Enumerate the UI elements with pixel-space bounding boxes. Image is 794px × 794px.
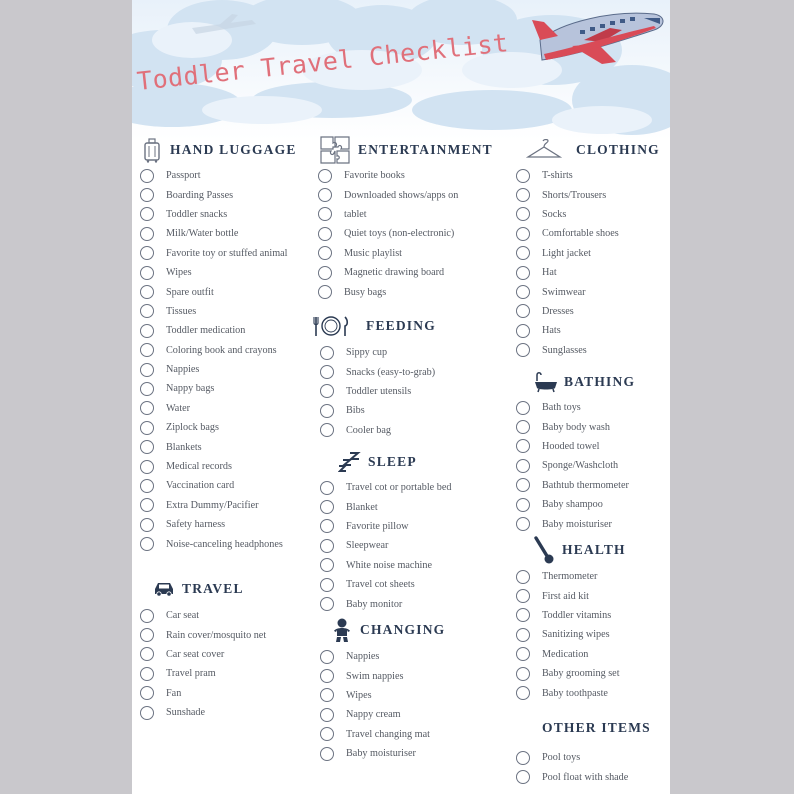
checklist-item [320, 382, 492, 401]
checklist-item [516, 514, 666, 533]
checklist-item [516, 456, 666, 475]
checkbox[interactable] [140, 401, 154, 415]
item-label: Baby moisturiser [542, 518, 612, 530]
item-label: Fan [166, 687, 182, 699]
item-label: Baby moisturiser [346, 748, 416, 760]
section-title: ENTERTAINMENT [358, 142, 493, 157]
item-label: Sunglasses [542, 344, 587, 356]
checklist-item [140, 684, 312, 703]
section-entertainment [318, 134, 498, 302]
checkbox[interactable] [140, 227, 154, 241]
checklist-item [320, 666, 510, 685]
item-label: Travel cot or portable bed [346, 482, 452, 494]
checklist-item [516, 586, 666, 605]
checklist-item [516, 224, 666, 243]
checkbox[interactable] [140, 440, 154, 454]
item-label: Baby body wash [542, 421, 610, 433]
item-label: Favorite toy or stuffed animal [166, 247, 288, 259]
checklist-item [320, 686, 510, 705]
checklist-item [320, 725, 510, 744]
item-label: Favorite pillow [346, 520, 409, 532]
checkbox[interactable] [516, 478, 530, 492]
checklist-item [140, 515, 310, 534]
checkbox[interactable] [516, 459, 530, 473]
item-label: Medical records [166, 461, 232, 473]
checkbox[interactable] [140, 207, 154, 221]
item-label: Baby shampoo [542, 499, 603, 511]
checkbox[interactable] [320, 597, 334, 611]
checklist-item [516, 321, 666, 340]
checkbox[interactable] [516, 324, 530, 338]
checkbox[interactable] [516, 227, 530, 241]
checkbox[interactable] [516, 770, 530, 784]
checkbox[interactable] [140, 479, 154, 493]
item-label: Baby toothpaste [542, 687, 608, 699]
checklist-item [516, 625, 666, 644]
item-label: Wipes [166, 267, 192, 279]
checklist-item [140, 703, 312, 722]
checklist-item [320, 401, 492, 420]
checklist-item [140, 185, 310, 204]
checklist-item [140, 321, 310, 340]
section-title: HAND LUGGAGE [170, 142, 297, 157]
checklist-item [516, 476, 666, 495]
checklist-item [140, 496, 310, 515]
checklist-item [320, 556, 518, 575]
checkbox[interactable] [140, 188, 154, 202]
checkbox[interactable] [140, 266, 154, 280]
item-label: tablet [344, 208, 367, 220]
checkbox[interactable] [516, 570, 530, 584]
checkbox[interactable] [320, 578, 334, 592]
section-sleep [338, 449, 518, 614]
checklist-item [140, 224, 310, 243]
checkbox[interactable] [516, 266, 530, 280]
checklist-item [318, 282, 498, 301]
checkbox[interactable] [140, 169, 154, 183]
page-title: Toddler Travel Checklist [135, 28, 510, 96]
item-label: White noise machine [346, 559, 432, 571]
item-label: First aid kit [542, 590, 589, 602]
car-icon [152, 577, 176, 601]
checklist-item [516, 748, 666, 767]
item-label: Comfortable shoes [542, 228, 619, 240]
checklist-item [516, 683, 666, 702]
checklist-item [140, 263, 310, 282]
item-label: Bath toys [542, 402, 581, 414]
baby-icon [330, 618, 354, 642]
checkbox[interactable] [318, 266, 332, 280]
checkbox[interactable] [320, 558, 334, 572]
item-label: Hats [542, 325, 561, 337]
item-label: Baby grooming set [542, 668, 620, 680]
item-label: Bathtub thermometer [542, 479, 629, 491]
checkbox[interactable] [320, 481, 334, 495]
checklist-item [318, 166, 498, 185]
checklist-item [320, 343, 492, 362]
item-label: Swimwear [542, 286, 586, 298]
checkbox[interactable] [516, 517, 530, 531]
checkbox[interactable] [516, 401, 530, 415]
checklist-item [140, 166, 310, 185]
checkbox[interactable] [320, 708, 334, 722]
item-label: Toddler medication [166, 325, 246, 337]
checkbox[interactable] [516, 439, 530, 453]
section-title: CHANGING [360, 622, 446, 637]
item-label: Toddler utensils [346, 385, 412, 397]
item-label: Sanitizing wipes [542, 629, 610, 641]
checklist-item [140, 606, 312, 625]
checkbox[interactable] [318, 227, 332, 241]
checkbox[interactable] [516, 589, 530, 603]
item-label: Nappies [166, 364, 200, 376]
item-label: Hat [542, 267, 557, 279]
checkbox[interactable] [140, 518, 154, 532]
checkbox[interactable] [320, 384, 334, 398]
checklist-item [516, 185, 666, 204]
checklist-item [140, 625, 312, 644]
checklist-item [516, 417, 666, 436]
item-label: Milk/Water bottle [166, 228, 239, 240]
checklist-item [320, 705, 510, 724]
checkbox[interactable] [140, 363, 154, 377]
item-label: Magnetic drawing board [344, 267, 445, 279]
item-label: Nappies [346, 651, 380, 663]
checkbox[interactable] [140, 498, 154, 512]
checklist-item [320, 497, 518, 516]
item-label: Vaccination card [166, 480, 235, 492]
item-label: Travel pram [166, 668, 216, 680]
checkbox[interactable] [516, 608, 530, 622]
checkbox[interactable] [516, 498, 530, 512]
checkbox[interactable] [140, 706, 154, 720]
checklist-item [140, 645, 312, 664]
checkbox[interactable] [516, 285, 530, 299]
checkbox[interactable] [516, 207, 530, 221]
checklist-item [516, 341, 666, 360]
suitcase-icon [140, 138, 164, 162]
checklist-item [140, 302, 310, 321]
checkbox[interactable] [140, 421, 154, 435]
item-label: Car seat [166, 610, 200, 622]
item-label: Boarding Passes [166, 189, 234, 201]
item-label: Downloaded shows/apps on [344, 189, 459, 201]
checklist-item [516, 645, 666, 664]
item-label: Dresses [542, 305, 574, 317]
item-label: Wipes [346, 689, 372, 701]
checklist-item [516, 664, 666, 683]
item-label: Travel cot sheets [346, 579, 415, 591]
item-label: Light jacket [542, 247, 591, 259]
checkbox[interactable] [516, 246, 530, 260]
checkbox[interactable] [320, 688, 334, 702]
checkbox[interactable] [320, 423, 334, 437]
bathtub-icon [534, 370, 558, 394]
item-label: Music playlist [344, 247, 403, 259]
checklist-item [140, 457, 310, 476]
checkbox[interactable] [318, 285, 332, 299]
checkbox[interactable] [140, 537, 154, 551]
puzzle-icon [318, 135, 352, 165]
page-title-graphic [132, 0, 670, 140]
section-hand-luggage [140, 137, 310, 554]
item-label: Hooded towel [542, 440, 600, 452]
checkbox[interactable] [320, 500, 334, 514]
item-label: Socks [542, 208, 567, 220]
item-label: Passport [166, 170, 201, 182]
checklist-item [320, 575, 518, 594]
checklist-page [132, 0, 670, 794]
checklist-item [320, 517, 518, 536]
checklist-item [140, 437, 310, 456]
item-label: Ziplock bags [166, 422, 219, 434]
checklist-item [140, 341, 310, 360]
checklist-item [140, 379, 310, 398]
item-label: Shorts/Trousers [542, 189, 607, 201]
checklist-item [516, 263, 666, 282]
item-label: Snacks (easy-to-grab) [346, 366, 436, 378]
checkbox[interactable] [320, 650, 334, 664]
item-label: Sippy cup [346, 347, 388, 359]
checkbox[interactable] [140, 382, 154, 396]
checklist-item [516, 282, 666, 301]
checklist-item [140, 244, 310, 263]
checklist-item [320, 647, 510, 666]
item-label: Blanket [346, 501, 378, 513]
checkbox[interactable] [140, 628, 154, 642]
checklist-item [140, 534, 310, 553]
checkbox[interactable] [516, 188, 530, 202]
item-label: Sunshade [166, 707, 206, 719]
item-label: Nappy bags [166, 383, 215, 395]
item-label: T-shirts [542, 170, 573, 182]
checkbox[interactable] [320, 747, 334, 761]
checklist-item [516, 495, 666, 514]
checkbox[interactable] [516, 667, 530, 681]
checklist-item [320, 362, 492, 381]
checkbox[interactable] [318, 188, 332, 202]
item-label: Swim nappies [346, 670, 404, 682]
checklist-item [516, 244, 666, 263]
checkbox[interactable] [140, 304, 154, 318]
checklist-item [516, 606, 666, 625]
checkbox[interactable] [318, 246, 332, 260]
checkbox[interactable] [516, 343, 530, 357]
item-label: Baby monitor [346, 598, 403, 610]
checklist-item [320, 421, 492, 440]
item-label: Safety harness [166, 519, 226, 531]
item-label: Sleepwear [346, 540, 389, 552]
section-changing [330, 617, 510, 763]
checkbox[interactable] [318, 169, 332, 183]
checklist-item [516, 767, 666, 786]
checkbox[interactable] [140, 647, 154, 661]
item-label: Cooler bag [346, 424, 391, 436]
checkbox[interactable] [320, 539, 334, 553]
section-travel [152, 576, 312, 722]
checkbox[interactable] [320, 669, 334, 683]
section-title: FEEDING [366, 318, 436, 333]
item-label: Toddler vitamins [542, 609, 612, 621]
zzz-icon [338, 450, 362, 474]
checkbox[interactable] [516, 686, 530, 700]
section-other-items [516, 715, 666, 787]
item-label: Medication [542, 648, 589, 660]
section-feeding [312, 313, 492, 440]
section-health [516, 537, 666, 703]
item-label: Favorite books [344, 170, 405, 182]
checklist-item [318, 185, 498, 204]
section-title: CLOTHING [576, 142, 660, 157]
checkbox[interactable] [140, 460, 154, 474]
checklist-item [516, 166, 666, 185]
checkbox[interactable] [516, 628, 530, 642]
item-label: Tissues [166, 305, 197, 317]
checklist-item [140, 418, 310, 437]
checklist-item [140, 360, 310, 379]
item-label: Bibs [346, 405, 365, 417]
section-title: OTHER ITEMS [542, 720, 651, 735]
checklist-item [318, 263, 498, 282]
item-label: Thermometer [542, 571, 598, 583]
item-label: Blankets [166, 441, 202, 453]
checkbox[interactable] [318, 207, 332, 221]
checklist-item [320, 478, 518, 497]
hanger-icon [526, 138, 562, 162]
section-title: HEALTH [562, 542, 626, 557]
item-label: Travel changing mat [346, 728, 430, 740]
checklist-item [140, 399, 310, 418]
checkbox[interactable] [140, 285, 154, 299]
checkbox[interactable] [516, 169, 530, 183]
checkbox[interactable] [320, 404, 334, 418]
checkbox[interactable] [140, 246, 154, 260]
checklist-item [140, 205, 310, 224]
checklist-item [318, 224, 498, 243]
checklist-item [140, 664, 312, 683]
checklist-item [516, 398, 666, 417]
item-label: Rain cover/mosquito net [166, 629, 267, 641]
checkbox[interactable] [140, 686, 154, 700]
checklist-item [320, 536, 518, 555]
checkbox[interactable] [140, 667, 154, 681]
item-label: Water [166, 402, 191, 414]
item-label: Pool float with shade [542, 771, 629, 783]
item-label: Spare outfit [166, 286, 214, 298]
checkbox[interactable] [320, 519, 334, 533]
checkbox[interactable] [140, 343, 154, 357]
checkbox[interactable] [320, 346, 334, 360]
checkbox[interactable] [140, 609, 154, 623]
checkbox[interactable] [516, 751, 530, 765]
item-label: Busy bags [344, 286, 387, 298]
checklist-item [318, 205, 498, 224]
checkbox[interactable] [320, 727, 334, 741]
checklist-item [140, 282, 310, 301]
checklist-item [320, 594, 518, 613]
section-clothing [516, 137, 666, 360]
item-label: Quiet toys (non-electronic) [344, 228, 455, 240]
item-label: Car seat cover [166, 648, 225, 660]
item-label: Toddler snacks [166, 208, 228, 220]
item-label: Nappy cream [346, 709, 401, 721]
checklist-item [516, 302, 666, 321]
section-title: TRAVEL [182, 581, 244, 596]
item-label: Sponge/Washcloth [542, 460, 619, 472]
checkbox[interactable] [516, 420, 530, 434]
plate-icon [312, 314, 350, 338]
checklist-item [516, 205, 666, 224]
checklist-item [318, 244, 498, 263]
item-label: Pool toys [542, 752, 581, 764]
section-bathing [516, 369, 666, 534]
thermometer-icon [532, 538, 556, 562]
item-label: Extra Dummy/Pacifier [166, 499, 259, 511]
checkbox[interactable] [516, 647, 530, 661]
checklist-item [516, 437, 666, 456]
checkbox[interactable] [320, 365, 334, 379]
item-label: Coloring book and crayons [166, 344, 277, 356]
checklist-item [516, 567, 666, 586]
checkbox[interactable] [516, 304, 530, 318]
section-title: BATHING [564, 374, 636, 389]
section-title: SLEEP [368, 454, 417, 469]
checklist-item [320, 744, 510, 763]
checklist-item [140, 476, 310, 495]
item-label: Noise-canceling headphones [166, 538, 283, 550]
checkbox[interactable] [140, 324, 154, 338]
